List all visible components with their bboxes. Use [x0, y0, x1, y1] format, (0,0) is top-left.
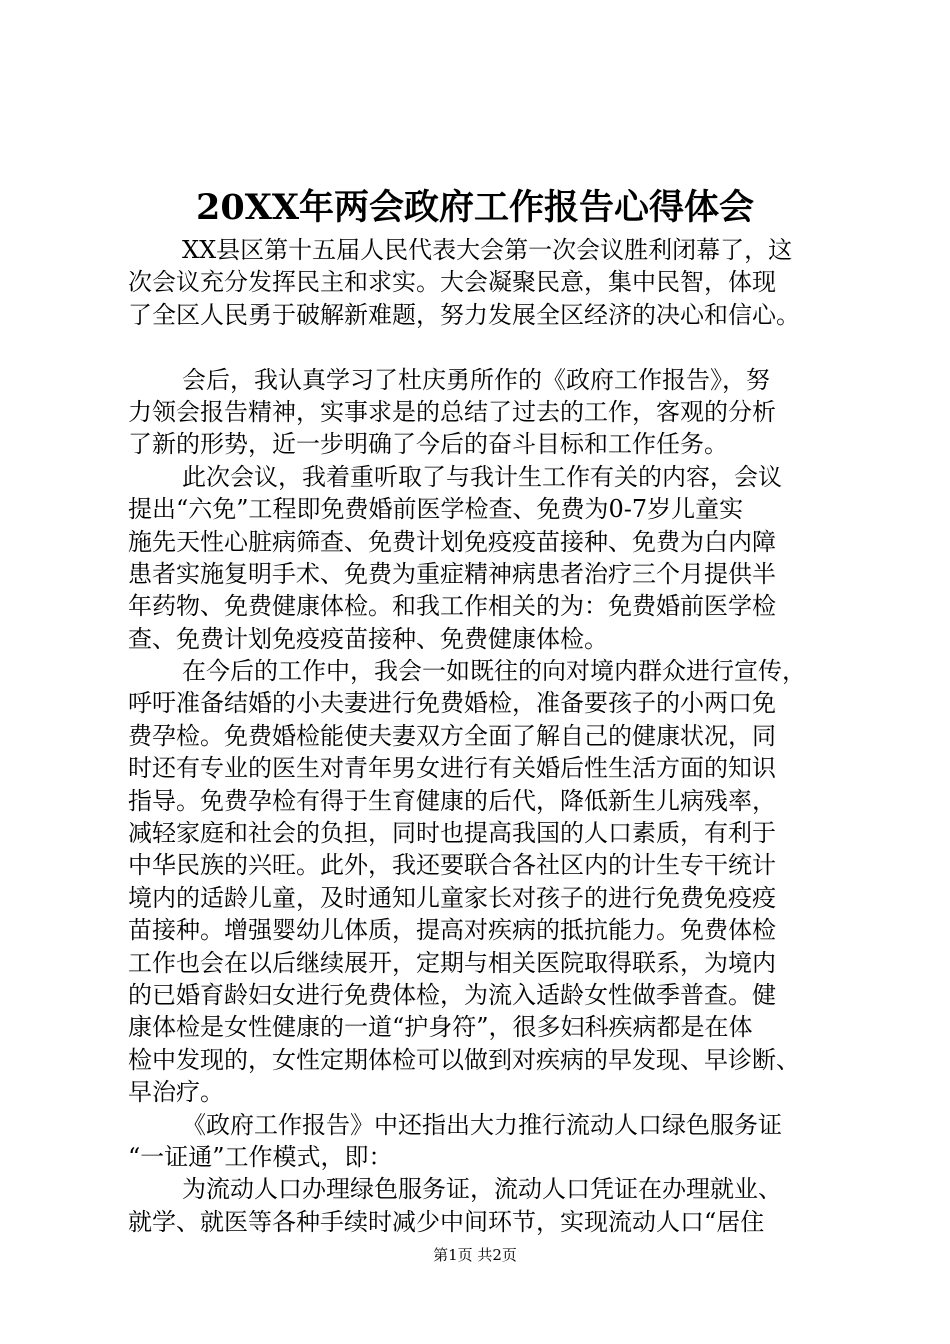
body-line: 会后，我认真学习了杜庆勇所作的《政府工作报告》，努 — [182, 365, 770, 394]
body-line: 就学、就医等各种手续时减少中间环节，实现流动人口“居住 — [128, 1207, 765, 1236]
body-line: 了全区人民勇于破解新难题，努力发展全区经济的决心和信心。 — [128, 300, 800, 329]
body-line: 早治疗。 — [128, 1078, 224, 1107]
body-line: 《政府工作报告》中还指出大力推行流动人口绿色服务证 — [182, 1110, 782, 1139]
body-line: 费孕检。免费婚检能使夫妻双方全面了解自己的健康状况，同 — [128, 721, 776, 750]
body-line: 为流动人口办理绿色服务证，流动人口凭证在办理就业、 — [182, 1175, 782, 1204]
body-line: 患者实施复明手术、免费为重症精神病患者治疗三个月提供半 — [128, 559, 776, 588]
body-line: 在今后的工作中，我会一如既往的向对境内群众进行宣传， — [182, 657, 806, 686]
body-line: 次会议充分发挥民主和求实。大会凝聚民意，集中民智，体现 — [128, 268, 776, 297]
body-line: 施先天性心脏病筛查、免费计划免疫疫苗接种、免费为白内障 — [128, 527, 776, 556]
body-line: 中华民族的兴旺。此外，我还要联合各社区内的计生专干统计 — [128, 851, 776, 880]
body-line: “一证通”工作模式，即： — [128, 1142, 393, 1171]
blank-line — [128, 331, 868, 363]
document-title: 20XX年两会政府工作报告心得体会 — [195, 187, 755, 228]
body-line: 力领会报告精神，实事求是的总结了过去的工作，客观的分析 — [128, 397, 776, 426]
body-line: 康体检是女性健康的一道“护身符”，很多妇科疾病都是在体 — [128, 1013, 753, 1042]
body-line: 时还有专业的医生对青年男女进行有关婚后性生活方面的知识 — [128, 754, 776, 783]
body-line: 提出“六免”工程即免费婚前医学检查、免费为0-7岁儿童实 — [128, 495, 744, 524]
body-line: 了新的形势，近一步明确了今后的奋斗目标和工作任务。 — [128, 430, 728, 459]
body-line: 指导。免费孕检有得于生育健康的后代，降低新生儿病残率， — [128, 786, 776, 815]
body-line: 减轻家庭和社会的负担，同时也提高我国的人口素质，有利于 — [128, 819, 776, 848]
body-line: XX县区第十五届人民代表大会第一次会议胜利闭幕了，这 — [182, 236, 793, 264]
body-line: 查、免费计划免疫疫苗接种、免费健康体检。 — [128, 624, 608, 653]
body-line: 此次会议，我着重听取了与我计生工作有关的内容，会议 — [182, 462, 782, 491]
body-line: 呼吁准备结婚的小夫妻进行免费婚检，准备要孩子的小两口免 — [128, 689, 776, 718]
document-body — [128, 234, 868, 1238]
body-line: 境内的适龄儿童，及时通知儿童家长对孩子的进行免费免疫疫 — [128, 883, 776, 912]
body-line: 年药物、免费健康体检。和我工作相关的为：免费婚前医学检 — [128, 592, 776, 621]
body-line: 苗接种。增强婴幼儿体质，提高对疾病的抵抗能力。免费体检 — [128, 916, 776, 945]
body-line: 检中发现的，女性定期体检可以做到对疾病的早发现、早诊断、 — [128, 1045, 800, 1074]
page-number-footer: 第1页 共2页 — [433, 1246, 517, 1264]
body-line: 工作也会在以后继续展开，定期与相关医院取得联系，为境内 — [128, 948, 776, 977]
body-line: 的已婚育龄妇女进行免费体检，为流入适龄女性做季普查。健 — [128, 980, 776, 1009]
